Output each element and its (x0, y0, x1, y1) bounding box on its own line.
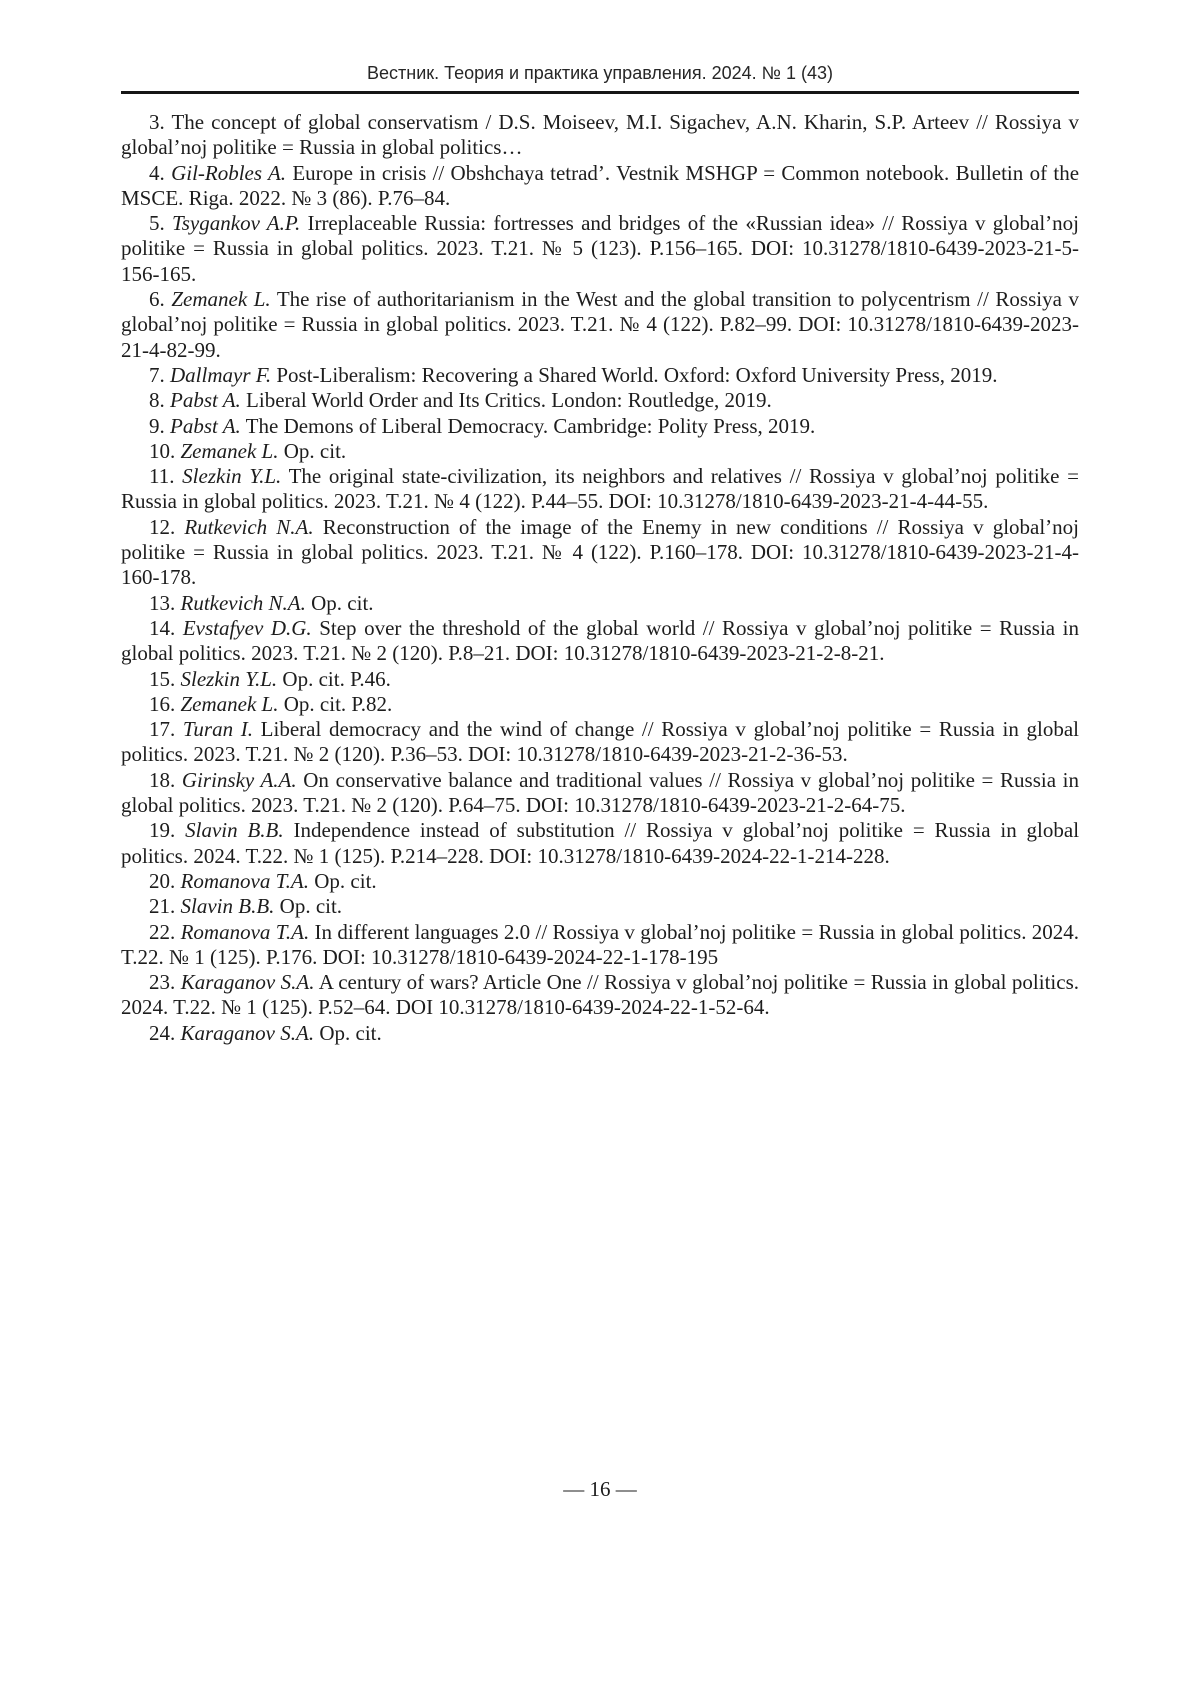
reference-text: The Demons of Liberal Democracy. Cambridge: Polity Press, 2019. (245, 413, 816, 438)
reference-number: 4. (149, 160, 165, 185)
header-rule (121, 91, 1079, 94)
reference-number: 17. (149, 717, 176, 742)
reference-author: Gil-Robles A. (171, 160, 287, 185)
reference-number: 21. (149, 894, 176, 919)
reference-number: 6. (149, 287, 165, 312)
reference-author: Evstafyev D.G. (182, 615, 312, 640)
reference-number: 12. (149, 514, 176, 539)
reference-text: Step over the threshold of the global world // Rossiya v global’noj politike = Russia in global politics. 2023. T.21. № 2 (120). P.8–21. DOI: 10.31278/1810-6439-2023-21-2-8-21. (121, 615, 1079, 666)
reference-number: 9. (149, 413, 165, 438)
page-footer (0, 1477, 1200, 1502)
reference-number: 11. (149, 464, 175, 489)
reference-number: 8. (149, 388, 165, 413)
reference-number: 7. (149, 362, 165, 387)
reference-text: Post-Liberalism: Recovering a Shared World. Oxford: Oxford University Press, 2019. (276, 362, 998, 387)
journal-title: Вестник. Теория и практика управления. 2024. № 1 (43) (367, 63, 833, 83)
reference-text: The rise of authoritarianism in the West and the global transition to polycentrism // Rossiya v global’noj politike = Russia in global politics. 2023. T.21. № 4 (122). P.82–99. DOI: 10.31278/1810-6439-2023-21-4-82-99. (121, 287, 1079, 362)
reference-entry (121, 464, 1079, 515)
reference-text: On conservative balance and traditional values // Rossiya v global’noj politike = Russia in global politics. 2023. T.21. № 2 (120). P.64–75. DOI: 10.31278/1810-6439-2023-21-2-64-75. (121, 767, 1080, 818)
reference-number: 15. (149, 666, 176, 691)
reference-entry (121, 970, 1079, 1021)
reference-entry (121, 894, 1079, 919)
reference-text: Liberal democracy and the wind of change // Rossiya v global’noj politike = Russia in global politics. 2023. T.21. № 2 (120). P.36–53. DOI: 10.31278/1810-6439-2023-21-2-36-53. (121, 717, 1079, 767)
reference-text: Op. cit. (311, 590, 374, 615)
reference-author: Slezkin Y.L. (180, 666, 278, 691)
reference-text: Liberal World Order and Its Critics. London: Routledge, 2019. (246, 388, 772, 413)
reference-entry (121, 768, 1079, 819)
reference-entry (121, 363, 1079, 388)
reference-text: Op. cit. (283, 438, 347, 463)
reference-text: Op. cit. (279, 894, 343, 919)
reference-entry (121, 388, 1079, 413)
reference-entry (121, 591, 1079, 616)
reference-text: Irreplaceable Russia: fortresses and bridges of the «Russian idea» // Rossiya v global’noj politike = Russia in global politics. 2023. T.21. № 5 (123). P.156–165. DOI: 10.31278/1810-6439-2023-21-5-156-165. (121, 211, 1080, 286)
reference-entry (121, 920, 1079, 971)
reference-author: Pabst A. (170, 413, 241, 438)
reference-author: Slezkin Y.L. (182, 464, 282, 489)
reference-author: Tsygankov A.P. (172, 211, 301, 236)
reference-entry (121, 161, 1079, 212)
reference-entry (121, 1021, 1079, 1046)
reference-entry (121, 515, 1079, 591)
reference-text: Independence instead of substitution // Rossiya v global’noj politike = Russia in global politics. 2024. T.22. № 1 (125). P.214–228. DOI: 10.31278/1810-6439-2024-22-1-214-228. (121, 818, 1080, 868)
reference-author: Zemanek L. (180, 438, 279, 463)
reference-number: 13. (149, 590, 176, 615)
reference-text: Op. cit. (314, 868, 377, 893)
reference-author: Zemanek L. (180, 691, 279, 716)
reference-text: Op. cit. P.82. (283, 691, 393, 716)
reference-entry (121, 287, 1079, 363)
reference-author: Karaganov S.A. (180, 970, 315, 995)
reference-number: 16. (149, 691, 176, 716)
references-list (121, 110, 1079, 1046)
reference-text: Op. cit. (319, 1020, 382, 1045)
reference-entry (121, 717, 1079, 768)
page-number: — 16 — (563, 1477, 637, 1501)
reference-number: 23. (149, 970, 176, 995)
reference-entry (121, 414, 1079, 439)
reference-number: 19. (149, 818, 176, 843)
reference-number: 14. (149, 615, 176, 640)
running-header (121, 62, 1079, 84)
reference-number: 22. (149, 919, 176, 944)
reference-entry (121, 692, 1079, 717)
reference-entry (121, 616, 1079, 667)
reference-entry (121, 110, 1079, 161)
reference-author: Romanova T.A. (180, 919, 310, 944)
reference-number: 10. (149, 438, 176, 463)
reference-author: Rutkevich N.A. (184, 514, 314, 539)
reference-text: Reconstruction of the image of the Enemy in new conditions // Rossiya v global’noj politike = Russia in global politics. 2023. T.21. № 4 (122). P.160–178. DOI: 10.31278/1810-6439-2023-21-4-160-178. (121, 514, 1080, 590)
reference-text: Op. cit. P.46. (282, 666, 391, 691)
reference-entry (121, 211, 1079, 287)
reference-author: Pabst A. (170, 388, 241, 413)
reference-author: Turan I. (182, 717, 253, 742)
reference-text: In different languages 2.0 // Rossiya v global’noj politike = Russia in global politics. 2024. T.22. № 1 (125). P.176. DOI: 10.31278/1810-6439-2024-22-1-178-195 (121, 919, 1080, 969)
reference-author: Zemanek L. (171, 287, 271, 312)
reference-number: 24. (149, 1020, 176, 1045)
reference-entry (121, 667, 1079, 692)
reference-author: Romanova T.A. (180, 868, 310, 893)
reference-number: 18. (149, 767, 176, 792)
reference-author: Girinsky A.A. (181, 767, 297, 792)
reference-entry (121, 869, 1079, 894)
reference-text: The concept of global conservatism / D.S. Moiseev, M.I. Sigachev, A.N. Kharin, S.P. Arteev // Rossiya v global’noj politike = Russia in global politics… (121, 110, 1079, 160)
reference-author: Rutkevich N.A. (180, 590, 306, 615)
reference-number: 3. (149, 110, 165, 134)
reference-author: Karaganov S.A. (180, 1020, 315, 1045)
reference-author: Dallmayr F. (170, 362, 272, 387)
reference-entry (121, 439, 1079, 464)
reference-number: 5. (149, 211, 165, 236)
reference-text: Europe in crisis // Obshchaya tetrad’. Vestnik MSHGP = Common notebook. Bulletin of the MSCE. Riga. 2022. № 3 (86). P.76–84. (121, 160, 1080, 210)
reference-text: A century of wars? Article One // Rossiya v global’noj politike = Russia in global politics. 2024. T.22. № 1 (125). P.52–64. DOI 10.31278/1810-6439-2024-22-1-52-64. (121, 970, 1080, 1020)
reference-author: Slavin B.B. (180, 894, 275, 919)
reference-entry (121, 818, 1079, 869)
reference-author: Slavin B.B. (185, 818, 284, 843)
reference-number: 20. (149, 868, 176, 893)
reference-text: The original state-civilization, its neighbors and relatives // Rossiya v global’noj politike = Russia in global politics. 2023. T.21. № 4 (122). P.44–55. DOI: 10.31278/1810-6439-2023-21-4-44-55. (121, 464, 1079, 514)
